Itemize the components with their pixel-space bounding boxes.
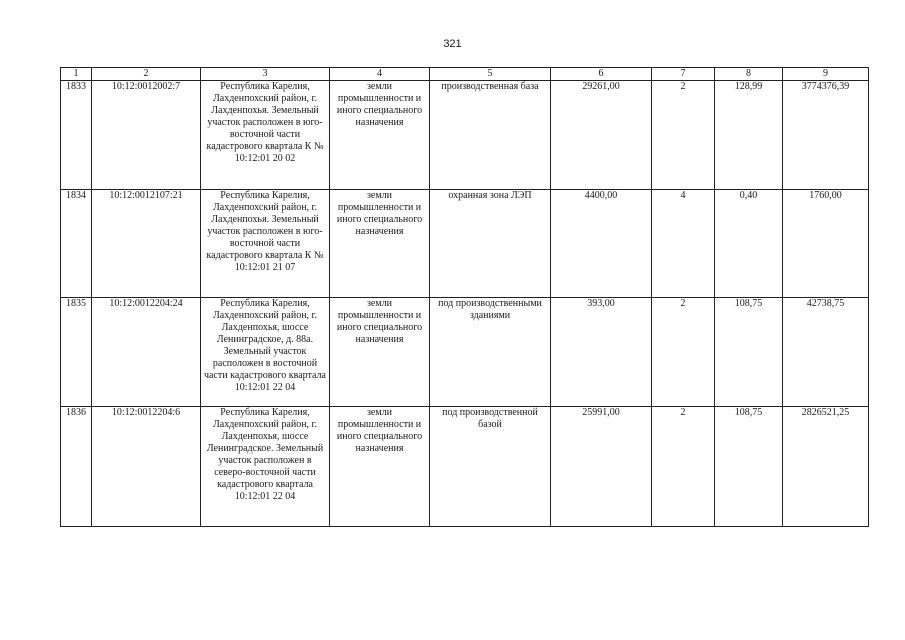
land-registry-table xyxy=(60,67,869,527)
cadastral-value: 2826521,25 xyxy=(783,407,869,527)
specific-value: 108,75 xyxy=(715,298,783,407)
group-number: 4 xyxy=(652,190,715,298)
address-description: Республика Карелия, Лахденпохский район, г. Лахденпохья. Земельный участок расположен в юго-восточной части кадастрового квартала К № 10:12:01 21 07 xyxy=(201,190,330,298)
column-header-6: 6 xyxy=(551,68,652,81)
cadastral-value: 3774376,39 xyxy=(783,81,869,190)
column-header-1: 1 xyxy=(61,68,92,81)
cadastral-value: 1760,00 xyxy=(783,190,869,298)
specific-value: 108,75 xyxy=(715,407,783,527)
row-number: 1833 xyxy=(61,81,92,190)
land-category: земли промышленности и иного специального назначения xyxy=(330,190,430,298)
group-number: 2 xyxy=(652,407,715,527)
specific-value: 128,99 xyxy=(715,81,783,190)
column-header-9: 9 xyxy=(783,68,869,81)
cadastral-number: 10:12:0012107:21 xyxy=(92,190,201,298)
row-number: 1836 xyxy=(61,407,92,527)
area-value: 4400,00 xyxy=(551,190,652,298)
table-row xyxy=(61,81,869,190)
area-value: 29261,00 xyxy=(551,81,652,190)
column-header-4: 4 xyxy=(330,68,430,81)
table-row xyxy=(61,190,869,298)
cadastral-number: 10:12:0012204:6 xyxy=(92,407,201,527)
column-header-8: 8 xyxy=(715,68,783,81)
page-number: 321 xyxy=(443,38,462,50)
address-description: Республика Карелия, Лахденпохский район, г. Лахденпохья. Земельный участок расположен в юго-восточной части кадастрового квартала К № 10:12:01 20 02 xyxy=(201,81,330,190)
table-row xyxy=(61,407,869,527)
column-header-3: 3 xyxy=(201,68,330,81)
cadastral-value: 42738,75 xyxy=(783,298,869,407)
area-value: 25991,00 xyxy=(551,407,652,527)
permitted-use: охранная зона ЛЭП xyxy=(430,190,551,298)
permitted-use: под производственными зданиями xyxy=(430,298,551,407)
cadastral-number: 10:12:0012204:24 xyxy=(92,298,201,407)
specific-value: 0,40 xyxy=(715,190,783,298)
row-number: 1834 xyxy=(61,190,92,298)
permitted-use: производственная база xyxy=(430,81,551,190)
cadastral-number: 10:12:0012002:7 xyxy=(92,81,201,190)
column-header-2: 2 xyxy=(92,68,201,81)
group-number: 2 xyxy=(652,298,715,407)
group-number: 2 xyxy=(652,81,715,190)
column-header-7: 7 xyxy=(652,68,715,81)
land-category: земли промышленности и иного специального назначения xyxy=(330,81,430,190)
table-header-row xyxy=(61,68,869,81)
area-value: 393,00 xyxy=(551,298,652,407)
land-category: земли промышленности и иного специального назначения xyxy=(330,407,430,527)
address-description: Республика Карелия, Лахденпохский район, г. Лахденпохья, шоссе Ленинградское, д. 88а. Земельный участок расположен в восточной части кадастрового квартала 10:12:01 22 04 xyxy=(201,298,330,407)
column-header-5: 5 xyxy=(430,68,551,81)
row-number: 1835 xyxy=(61,298,92,407)
table-row xyxy=(61,298,869,407)
permitted-use: под производственной базой xyxy=(430,407,551,527)
address-description: Республика Карелия, Лахденпохский район, г. Лахденпохья, шоссе Ленинградское. Земельный участок расположен в северо-восточной части кадастрового квартала 10:12:01 22 04 xyxy=(201,407,330,527)
land-category: земли промышленности и иного специального назначения xyxy=(330,298,430,407)
